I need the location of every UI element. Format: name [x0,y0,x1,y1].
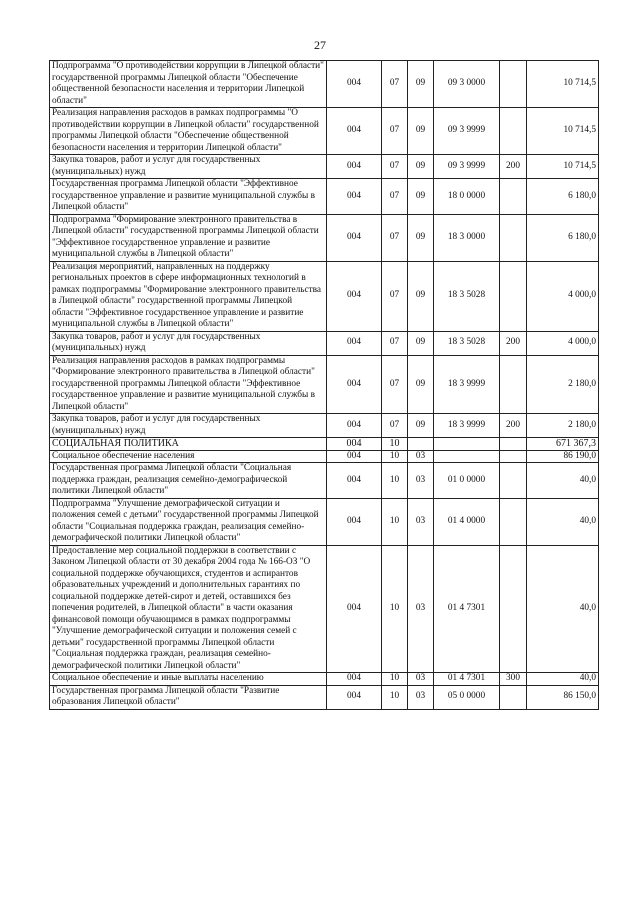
subsection-code-cell: 09 [408,414,434,438]
admin-code-cell: 004 [327,155,382,179]
expense-type-cell [500,214,527,261]
expense-name-cell: Закупка товаров, работ и услуг для государственных (муниципальных) нужд [50,331,327,355]
section-code-cell: 10 [382,498,408,545]
expense-name-cell: Социальное обеспечение населения [50,450,327,463]
admin-code-cell: 004 [327,261,382,331]
amount-cell: 10 714,5 [527,61,599,108]
subsection-code-cell: 09 [408,261,434,331]
expense-name-cell: Государственная программа Липецкой области "Развитие образования Липецкой области" [50,685,327,709]
amount-cell: 40,0 [527,545,599,673]
amount-cell: 86 150,0 [527,685,599,709]
table-row [50,685,599,709]
expense-name-cell: Подпрограмма "Улучшение демографической ситуации и положения семей с детьми" государственной программы Липецкой области "Социальная поддержка граждан, реализация семейно-демографической политики Липецкой области" [50,498,327,545]
expense-type-cell: 200 [500,331,527,355]
section-code-cell: 07 [382,155,408,179]
admin-code-cell: 004 [327,438,382,451]
table-row [50,414,599,438]
admin-code-cell: 004 [327,108,382,155]
expense-type-cell [500,450,527,463]
expense-type-cell [500,498,527,545]
expense-name-cell: Закупка товаров, работ и услуг для государственных (муниципальных) нужд [50,414,327,438]
expense-name-cell: Социальное обеспечение и иные выплаты населению [50,673,327,686]
amount-cell: 40,0 [527,673,599,686]
section-code-cell: 07 [382,355,408,414]
target-article-cell [434,450,500,463]
expense-type-cell [500,355,527,414]
table-row [50,261,599,331]
subsection-code-cell: 03 [408,545,434,673]
subsection-code-cell: 09 [408,214,434,261]
target-article-cell: 01 4 7301 [434,545,500,673]
admin-code-cell: 004 [327,463,382,499]
section-code-cell: 07 [382,108,408,155]
subsection-code-cell: 09 [408,331,434,355]
table-row [50,214,599,261]
target-article-cell: 18 3 5028 [434,331,500,355]
amount-cell: 40,0 [527,463,599,499]
target-article-cell: 18 0 0000 [434,179,500,215]
target-article-cell [434,438,500,451]
admin-code-cell: 004 [327,355,382,414]
admin-code-cell: 004 [327,214,382,261]
table-row [50,108,599,155]
section-code-cell: 07 [382,179,408,215]
admin-code-cell: 004 [327,331,382,355]
target-article-cell: 18 3 0000 [434,214,500,261]
expense-type-cell [500,438,527,451]
expense-type-cell [500,179,527,215]
expense-name-cell: Реализация мероприятий, направленных на поддержку региональных проектов в сфере информационных технологий в рамках подпрограммы "Формирование электронного правительства в Липецкой области" государственной программы Липецкой области "Эффективное государственное управление и развитие муниципальной службы в Липецкой области" [50,261,327,331]
target-article-cell: 18 3 9999 [434,355,500,414]
table-row [50,498,599,545]
admin-code-cell: 004 [327,450,382,463]
target-article-cell: 18 3 5028 [434,261,500,331]
expense-type-cell [500,108,527,155]
expense-name-cell: Подпрограмма "Формирование электронного правительства в Липецкой области" государственной программы Липецкой области "Эффективное государственное управление и развитие муниципальной службы в Липецкой области" [50,214,327,261]
table-row [50,450,599,463]
subsection-code-cell [408,438,434,451]
target-article-cell: 05 0 0000 [434,685,500,709]
expense-type-cell [500,61,527,108]
amount-cell: 86 190,0 [527,450,599,463]
subsection-code-cell: 09 [408,61,434,108]
target-article-cell: 01 0 0000 [434,463,500,499]
expense-type-cell [500,463,527,499]
target-article-cell: 09 3 0000 [434,61,500,108]
section-code-cell: 07 [382,61,408,108]
subsection-code-cell: 03 [408,498,434,545]
target-article-cell: 01 4 0000 [434,498,500,545]
expense-name-cell: Государственная программа Липецкой области "Социальная поддержка граждан, реализация семейно-демографической политики Липецкой области" [50,463,327,499]
amount-cell: 40,0 [527,498,599,545]
subsection-code-cell: 09 [408,179,434,215]
section-code-cell: 10 [382,545,408,673]
expense-type-cell [500,685,527,709]
section-code-cell: 07 [382,261,408,331]
table-row [50,179,599,215]
page-number: 27 [314,38,326,52]
target-article-cell: 18 3 9999 [434,414,500,438]
expense-type-cell: 200 [500,155,527,179]
budget-table-body [50,61,599,710]
table-row [50,463,599,499]
table-row [50,673,599,686]
expense-name-cell: Закупка товаров, работ и услуг для государственных (муниципальных) нужд [50,155,327,179]
expense-type-cell: 300 [500,673,527,686]
table-row [50,331,599,355]
admin-code-cell: 004 [327,179,382,215]
admin-code-cell: 004 [327,414,382,438]
table-row [50,438,599,451]
admin-code-cell: 004 [327,685,382,709]
subsection-code-cell: 03 [408,450,434,463]
target-article-cell: 09 3 9999 [434,108,500,155]
section-code-cell: 10 [382,438,408,451]
admin-code-cell: 004 [327,673,382,686]
table-row [50,61,599,108]
admin-code-cell: 004 [327,498,382,545]
expense-name-cell: Государственная программа Липецкой области "Эффективное государственное управление и развитие муниципальной службы в Липецкой области" [50,179,327,215]
expense-name-cell: СОЦИАЛЬНАЯ ПОЛИТИКА [50,438,327,451]
table-row [50,545,599,673]
table-row [50,155,599,179]
amount-cell: 4 000,0 [527,261,599,331]
table-row [50,355,599,414]
expense-type-cell [500,545,527,673]
expense-name-cell: Реализация направления расходов в рамках подпрограммы "О противодействии коррупции в Липецкой области" государственной программы Липецкой области "Обеспечение общественной безопасности населения и территории Липецкой области" [50,108,327,155]
section-code-cell: 10 [382,450,408,463]
admin-code-cell: 004 [327,545,382,673]
amount-cell: 4 000,0 [527,331,599,355]
subsection-code-cell: 03 [408,685,434,709]
amount-cell: 6 180,0 [527,179,599,215]
target-article-cell: 01 4 7301 [434,673,500,686]
expense-name-cell: Подпрограмма "О противодействии коррупции в Липецкой области" государственной программы Липецкой области "Обеспечение общественной безопасности населения и территории Липецкой области" [50,61,327,108]
section-code-cell: 07 [382,331,408,355]
amount-cell: 2 180,0 [527,414,599,438]
expense-name-cell: Реализация направления расходов в рамках подпрограммы "Формирование электронного правительства в Липецкой области" государственной программы Липецкой области "Эффективное государственное управление и развитие муниципальной службы в Липецкой области" [50,355,327,414]
amount-cell: 671 367,3 [527,438,599,451]
admin-code-cell: 004 [327,61,382,108]
section-code-cell: 07 [382,414,408,438]
expense-type-cell [500,261,527,331]
budget-table [49,60,599,710]
section-code-cell: 10 [382,685,408,709]
amount-cell: 6 180,0 [527,214,599,261]
subsection-code-cell: 09 [408,155,434,179]
amount-cell: 2 180,0 [527,355,599,414]
amount-cell: 10 714,5 [527,155,599,179]
subsection-code-cell: 09 [408,108,434,155]
amount-cell: 10 714,5 [527,108,599,155]
subsection-code-cell: 09 [408,355,434,414]
section-code-cell: 10 [382,673,408,686]
expense-type-cell: 200 [500,414,527,438]
section-code-cell: 07 [382,214,408,261]
section-code-cell: 10 [382,463,408,499]
target-article-cell: 09 3 9999 [434,155,500,179]
subsection-code-cell: 03 [408,673,434,686]
expense-name-cell: Предоставление мер социальной поддержки в соответствии с Законом Липецкой области от 30 декабря 2004 года № 166-ОЗ "О социальной поддержке обучающихся, студентов и аспирантов образовательных учреждений и дополнительных гарантиях по социальной поддержке детей-сирот и детей, оставшихся без попечения родителей, в Липецкой области" в части оказания финансовой помощи обучающимся в рамках подпрограммы "Улучшение демографической ситуации и положения семей с детьми" государственной программы Липецкой области "Социальная поддержка граждан, реализация семейно-демографической политики Липецкой области" [50,545,327,673]
subsection-code-cell: 03 [408,463,434,499]
